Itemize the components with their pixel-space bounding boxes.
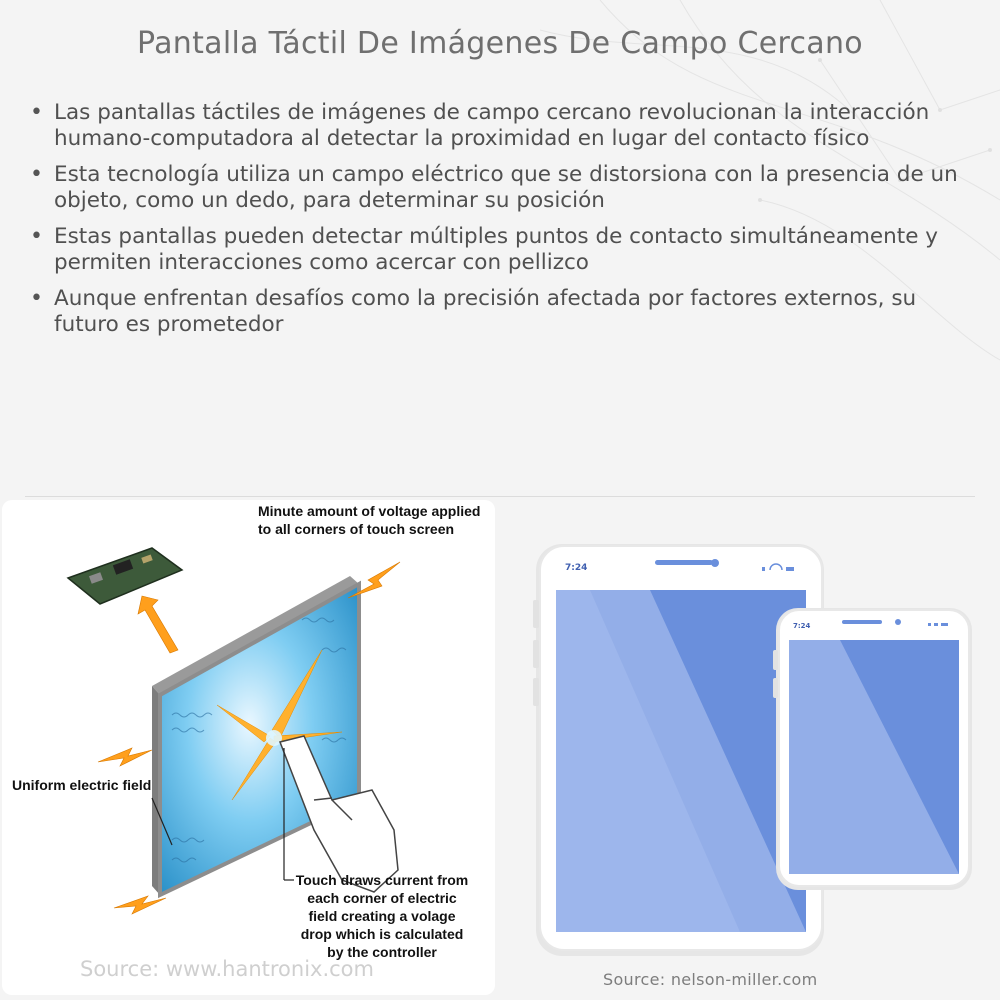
phone-status-time: 7:24 — [793, 622, 811, 630]
bullet-item — [30, 286, 975, 338]
source-credit-right: Source: nelson-miller.com — [603, 970, 818, 989]
devices-graphic — [500, 500, 1000, 1000]
annotation-touch-current: Touch draws current from each corner of electric field creating a volage drop which is calculated by the controller — [295, 872, 469, 960]
devices-illustration — [500, 500, 1000, 1000]
bullet-marker: • — [30, 162, 43, 187]
bullet-item — [30, 100, 975, 152]
touch-screen-diagram — [2, 500, 495, 995]
divider — [25, 496, 975, 497]
bullet-marker: • — [30, 100, 43, 125]
bullet-list — [30, 100, 975, 348]
page-title: Pantalla Táctil De Imágenes De Campo Cercano — [137, 26, 863, 61]
circuit-board-icon — [68, 548, 182, 604]
bullet-item — [30, 162, 975, 214]
bullet-text: Esta tecnología utiliza un campo eléctrico que se distorsiona con la presencia de un objeto, como un dedo, para determinar su posición — [54, 162, 958, 213]
bullet-item — [30, 224, 975, 276]
annotation-voltage: Minute amount of voltage applied to all corners of touch screen — [258, 503, 481, 537]
bullet-marker: • — [30, 286, 43, 311]
source-credit-left: Source: www.hantronix.com — [80, 957, 374, 981]
phone-device — [773, 608, 972, 890]
bullet-text: Aunque enfrentan desafíos como la precisión afectada por factores externos, su futuro es prometedor — [54, 286, 917, 337]
bullet-text: Estas pantallas pueden detectar múltiples puntos de contacto simultáneamente y permiten interacciones como acercar con pellizco — [54, 224, 938, 275]
annotation-electric-field: Uniform electric field — [12, 777, 152, 793]
tablet-status-time: 7:24 — [565, 563, 588, 573]
bullet-marker: • — [30, 224, 43, 249]
bullet-text: Las pantallas táctiles de imágenes de campo cercano revolucionan la interacción humano-computadora al detectar la proximidad en lugar del contacto físico — [54, 100, 930, 151]
